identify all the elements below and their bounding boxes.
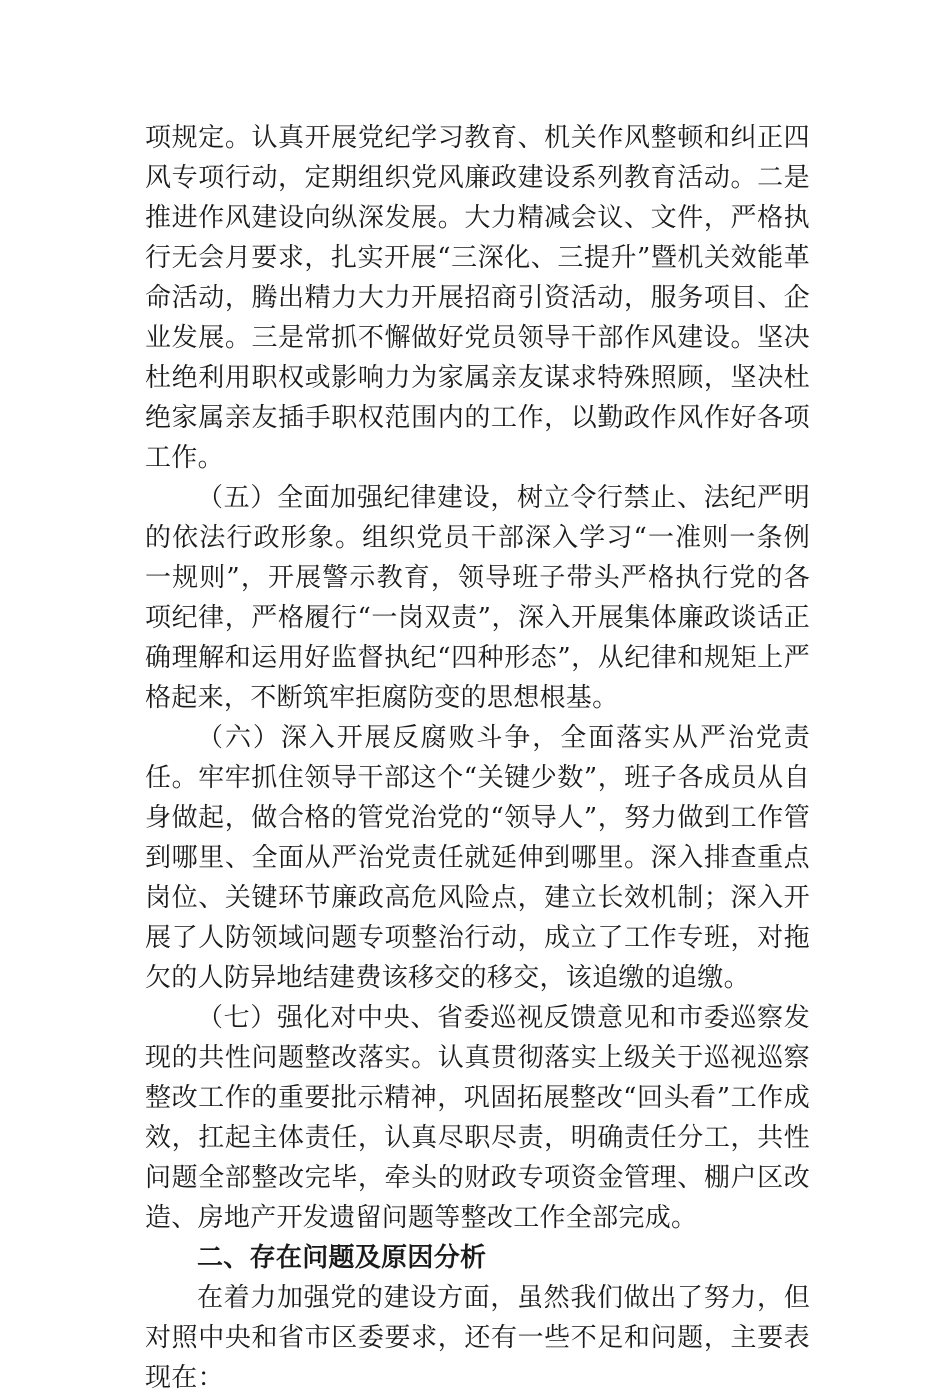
paragraph-item-6: （六）深入开展反腐败斗争，全面落实从严治党责任。牢牢抓住领导干部这个“关键少数”，班子各成员从自身做起，做合格的管党治党的“领导人”，努力做到工作管到哪里、全面从严治党责任就延伸到哪里。深入排查重点岗位、关键环节廉政高危风险点，建立长效机制；深入开展了人防领域问题专项整治行动，成立了工作专班，对拖欠的人防异地结建费该移交的移交，该追缴的追缴。 xyxy=(145,723,810,993)
document-body xyxy=(145,118,810,1398)
paragraph-continued: 项规定。认真开展党纪学习教育、机关作风整顿和纠正四风专项行动，定期组织党风廉政建设系列教育活动。二是推进作风建设向纵深发展。大力精减会议、文件，严格执行无会月要求，扎实开展“三深化、三提升”暨机关效能革命活动，腾出精力大力开展招商引资活动，服务项目、企业发展。三是常抓不懈做好党员领导干部作风建设。坚决杜绝利用职权或影响力为家属亲友谋求特殊照顾，坚决杜绝家属亲友插手职权范围内的工作，以勤政作风作好各项工作。 xyxy=(145,123,810,473)
paragraph-item-7: （七）强化对中央、省委巡视反馈意见和市委巡察发现的共性问题整改落实。认真贯彻落实上级关于巡视巡察整改工作的重要批示精神，巩固拓展整改“回头看”工作成效，扛起主体责任，认真尽职尽责，明确责任分工，共性问题全部整改完毕，牵头的财政专项资金管理、棚户区改造、房地产开发遗留问题等整改工作全部完成。 xyxy=(145,1003,810,1233)
paragraph-item-5: （五）全面加强纪律建设，树立令行禁止、法纪严明的依法行政形象。组织党员干部深入学习“一准则一条例一规则”，开展警示教育，领导班子带头严格执行党的各项纪律，严格履行“一岗双责”，深入开展集体廉政谈话正确理解和运用好监督执纪“四种形态”，从纪律和规矩上严格起来，不断筑牢拒腐防变的思想根基。 xyxy=(145,483,810,713)
paragraph-intro: 在着力加强党的建设方面，虽然我们做出了努力，但对照中央和省市区委要求，还有一些不足和问题，主要表现在： xyxy=(145,1283,810,1393)
section-heading: 二、存在问题及原因分析 xyxy=(197,1243,487,1273)
